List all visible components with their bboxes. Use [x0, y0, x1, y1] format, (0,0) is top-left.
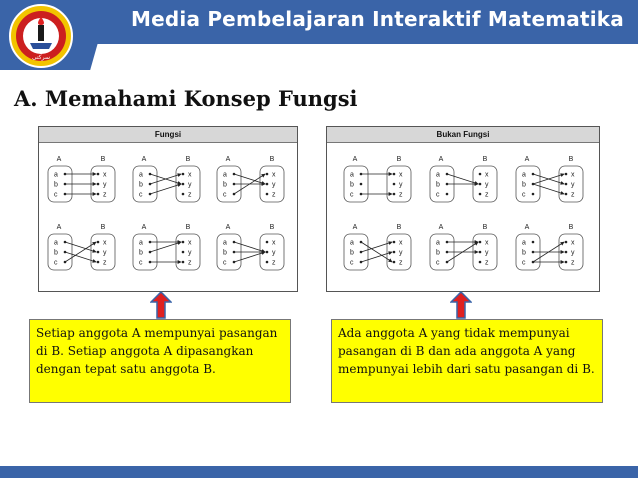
set-a-label: A: [438, 156, 444, 163]
set-a-label: A: [524, 224, 530, 231]
mapping-diagram: [217, 156, 284, 202]
codomain-dot: [393, 261, 396, 264]
codomain-dot: [479, 173, 482, 176]
domain-element: b: [139, 181, 143, 189]
domain-element: a: [522, 239, 526, 247]
codomain-element: y: [399, 249, 403, 257]
codomain-element: x: [571, 171, 575, 179]
mapping-diagram: [48, 156, 115, 202]
domain-element: b: [436, 249, 440, 257]
arrow-up-icon: [150, 291, 172, 319]
codomain-element: x: [103, 171, 107, 179]
codomain-element: x: [485, 171, 489, 179]
panel-function: [38, 126, 298, 292]
domain-element: c: [436, 259, 440, 267]
domain-element: b: [522, 249, 526, 257]
codomain-dot: [266, 193, 269, 196]
not-function-diagrams: [327, 143, 599, 291]
domain-element: b: [223, 181, 227, 189]
set-a-label: A: [141, 224, 147, 231]
codomain-dot: [565, 183, 568, 186]
codomain-element: z: [103, 259, 107, 267]
mapping-diagram: [516, 156, 583, 202]
codomain-dot: [565, 251, 568, 254]
mapping-diagram: [430, 224, 497, 270]
mapping-diagram: [133, 224, 200, 270]
codomain-element: y: [188, 249, 192, 257]
domain-dot: [532, 241, 535, 244]
domain-element: b: [350, 181, 354, 189]
codomain-dot: [266, 183, 269, 186]
domain-dot: [446, 193, 449, 196]
panel-not-function-title: Bukan Fungsi: [327, 127, 599, 143]
panel-not-function: [326, 126, 600, 292]
set-a-oval: [133, 234, 157, 270]
university-logo-icon: [6, 3, 76, 69]
domain-dot: [532, 193, 535, 196]
codomain-element: z: [571, 191, 575, 199]
codomain-dot: [266, 251, 269, 254]
codomain-element: y: [485, 249, 489, 257]
codomain-dot: [182, 193, 185, 196]
codomain-dot: [393, 241, 396, 244]
mapping-diagram: [516, 224, 583, 270]
domain-element: b: [223, 249, 227, 257]
domain-element: c: [223, 259, 227, 267]
codomain-element: x: [272, 171, 276, 179]
domain-element: b: [350, 249, 354, 257]
set-a-label: A: [141, 156, 147, 163]
codomain-dot: [182, 261, 185, 264]
set-a-label: A: [225, 156, 231, 163]
set-a-oval: [48, 234, 72, 270]
codomain-element: x: [571, 239, 575, 247]
codomain-dot: [565, 173, 568, 176]
codomain-dot: [266, 173, 269, 176]
codomain-element: z: [485, 191, 489, 199]
codomain-element: y: [188, 181, 192, 189]
set-b-label: B: [482, 224, 488, 231]
codomain-element: y: [103, 249, 107, 257]
domain-element: b: [522, 181, 526, 189]
mapping-diagram: [344, 156, 411, 202]
domain-element: a: [522, 171, 526, 179]
domain-element: b: [436, 181, 440, 189]
codomain-element: y: [272, 249, 276, 257]
codomain-dot: [479, 261, 482, 264]
codomain-element: z: [571, 259, 575, 267]
set-b-label: B: [396, 224, 402, 231]
domain-element: b: [54, 181, 58, 189]
panel-function-title: Fungsi: [39, 127, 297, 143]
codomain-dot: [97, 193, 100, 196]
set-a-label: A: [352, 224, 358, 231]
domain-element: c: [139, 259, 143, 267]
set-b-label: B: [482, 156, 488, 163]
codomain-element: x: [272, 239, 276, 247]
domain-element: a: [350, 239, 354, 247]
codomain-element: y: [571, 249, 575, 257]
codomain-element: z: [103, 191, 107, 199]
section-title: A. Memahami Konsep Fungsi: [14, 86, 358, 111]
codomain-element: y: [485, 181, 489, 189]
codomain-dot: [565, 193, 568, 196]
set-b-label: B: [568, 156, 574, 163]
codomain-element: y: [103, 181, 107, 189]
codomain-dot: [393, 173, 396, 176]
mapping-diagram: [217, 224, 284, 270]
codomain-dot: [97, 173, 100, 176]
set-a-label: A: [225, 224, 231, 231]
domain-element: a: [223, 239, 227, 247]
codomain-dot: [565, 261, 568, 264]
codomain-element: z: [399, 191, 403, 199]
codomain-dot: [565, 241, 568, 244]
codomain-element: x: [399, 171, 403, 179]
codomain-element: z: [485, 259, 489, 267]
function-diagrams: [39, 143, 297, 291]
domain-element: a: [436, 171, 440, 179]
note-not-function: Ada anggota A yang tidak mempunyai pasangan di B dan ada anggota A yang mempunyai lebih dari satu pasangan di B.: [331, 319, 603, 403]
arrow-up-icon: [450, 291, 472, 319]
codomain-element: x: [103, 239, 107, 247]
domain-element: a: [54, 239, 58, 247]
set-b-label: B: [396, 156, 402, 163]
domain-element: c: [350, 259, 354, 267]
footer-bar: [0, 466, 638, 478]
codomain-element: z: [272, 259, 276, 267]
set-a-label: A: [56, 224, 62, 231]
set-a-oval: [516, 166, 540, 202]
domain-element: b: [139, 249, 143, 257]
domain-element: a: [436, 239, 440, 247]
domain-element: c: [350, 191, 354, 199]
domain-element: c: [522, 259, 526, 267]
codomain-element: z: [399, 259, 403, 267]
codomain-element: z: [188, 191, 192, 199]
set-b-label: B: [185, 224, 191, 231]
domain-element: c: [139, 191, 143, 199]
domain-element: a: [350, 171, 354, 179]
codomain-element: y: [272, 181, 276, 189]
codomain-dot: [97, 183, 100, 186]
domain-dot: [360, 183, 363, 186]
codomain-dot: [97, 251, 100, 254]
codomain-dot: [97, 261, 100, 264]
set-a-oval: [133, 166, 157, 202]
set-a-label: A: [524, 156, 530, 163]
set-b-label: B: [568, 224, 574, 231]
codomain-dot: [393, 251, 396, 254]
codomain-dot: [479, 183, 482, 186]
codomain-dot: [266, 241, 269, 244]
codomain-dot: [182, 251, 185, 254]
codomain-dot: [479, 193, 482, 196]
mapping-diagram: [430, 156, 497, 202]
codomain-element: z: [272, 191, 276, 199]
codomain-dot: [393, 193, 396, 196]
codomain-element: y: [571, 181, 575, 189]
codomain-element: x: [485, 239, 489, 247]
set-a-label: A: [438, 224, 444, 231]
set-b-label: B: [269, 224, 275, 231]
set-b-label: B: [185, 156, 191, 163]
codomain-dot: [182, 183, 185, 186]
set-b-label: B: [100, 156, 106, 163]
codomain-element: y: [399, 181, 403, 189]
codomain-element: z: [188, 259, 192, 267]
set-a-label: A: [352, 156, 358, 163]
domain-element: c: [522, 191, 526, 199]
set-a-oval: [344, 166, 368, 202]
codomain-dot: [182, 241, 185, 244]
set-b-label: B: [269, 156, 275, 163]
codomain-dot: [479, 251, 482, 254]
domain-element: c: [54, 191, 58, 199]
mapping-diagram: [344, 224, 411, 270]
set-b-label: B: [100, 224, 106, 231]
logo-text: ﺳﺮﻛﺘﯽ: [31, 54, 51, 61]
codomain-dot: [182, 173, 185, 176]
domain-element: a: [223, 171, 227, 179]
domain-element: b: [54, 249, 58, 257]
codomain-element: x: [188, 171, 192, 179]
domain-element: c: [436, 191, 440, 199]
note-function: Setiap anggota A mempunyai pasangan di B. Setiap anggota A dipasangkan dengan tepat satu anggota B.: [29, 319, 291, 403]
set-a-label: A: [56, 156, 62, 163]
domain-element: a: [139, 171, 143, 179]
mapping-diagram: [48, 224, 115, 270]
domain-element: c: [54, 259, 58, 267]
domain-element: c: [223, 191, 227, 199]
codomain-dot: [97, 241, 100, 244]
domain-element: a: [54, 171, 58, 179]
page-header-title: Media Pembelajaran Interaktif Matematika: [131, 7, 624, 31]
set-a-oval: [344, 234, 368, 270]
codomain-dot: [266, 261, 269, 264]
mapping-diagram: [133, 156, 200, 202]
codomain-dot: [393, 183, 396, 186]
domain-element: a: [139, 239, 143, 247]
codomain-element: x: [399, 239, 403, 247]
codomain-dot: [479, 241, 482, 244]
codomain-element: x: [188, 239, 192, 247]
